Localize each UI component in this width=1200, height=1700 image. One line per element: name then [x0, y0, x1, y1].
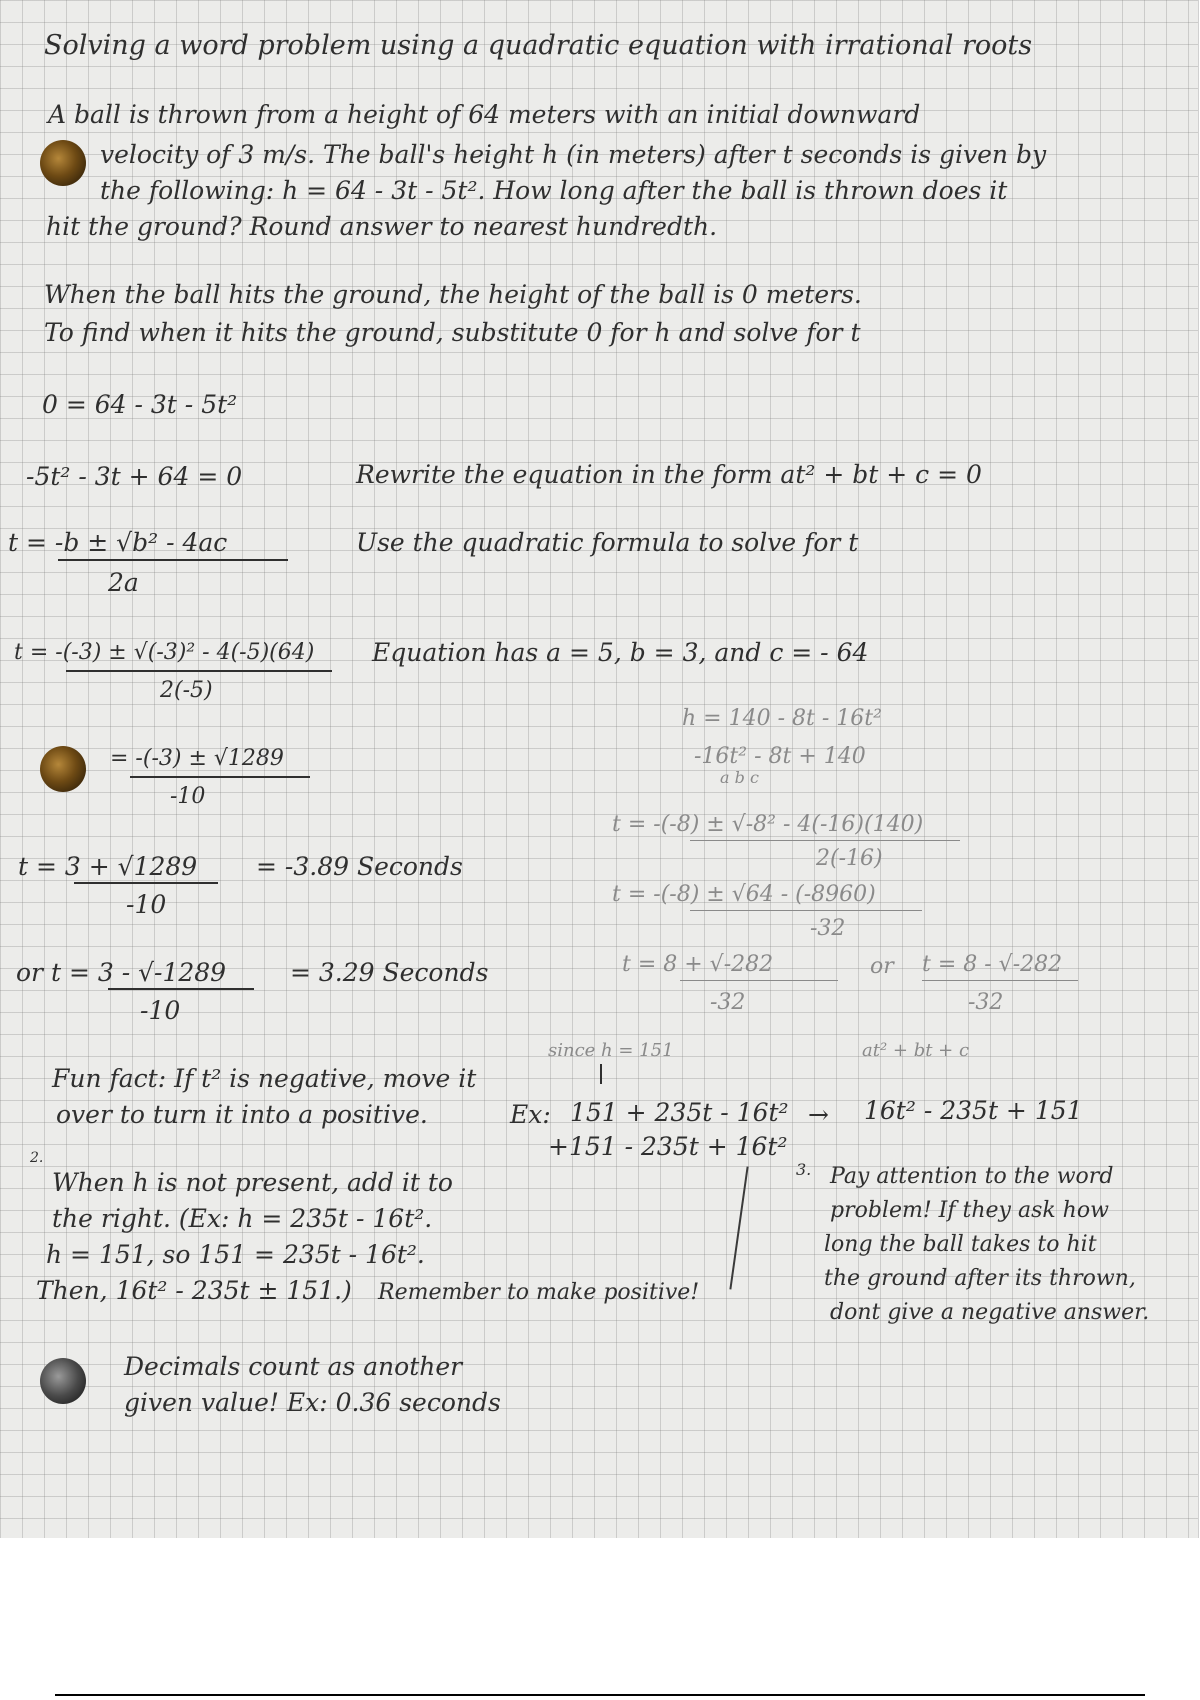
- problem-line-1: A ball is thrown from a height of 64 meters with an initial downward: [48, 100, 921, 129]
- fun-fact-form-hint: at² + bt + c: [862, 1040, 970, 1061]
- side-work-line-3: t = -(-8) ± √-8² - 4(-16)(140): [612, 812, 924, 837]
- note-two-number: 2.: [30, 1150, 44, 1166]
- root-one-numerator: t = 3 + √1289: [18, 852, 198, 881]
- side-work-bar-5a: [680, 980, 838, 981]
- root-one-denominator: -10: [126, 890, 167, 919]
- simplified-fraction-bar: [130, 776, 310, 778]
- substituted-numerator: t = -(-3) ± √(-3)² - 4(-5)(64): [14, 640, 315, 665]
- side-work-line-5b: t = 8 - √-282: [922, 952, 1063, 977]
- note-three-line-5: dont give a negative answer.: [830, 1300, 1150, 1325]
- note-rewrite: Rewrite the equation in the form at² + bt + c = 0: [356, 460, 982, 489]
- note-three-line-3: long the ball takes to hit: [824, 1232, 1097, 1257]
- side-work-bar-4: [690, 910, 922, 911]
- equation-standard: -5t² - 3t + 64 = 0: [26, 462, 243, 491]
- side-work-line-5b-denominator: -32: [968, 990, 1004, 1015]
- formula-numerator: t = -b ± √b² - 4ac: [8, 528, 228, 557]
- note-two-remember: Remember to make positive!: [378, 1280, 700, 1305]
- decimals-line-2: given value! Ex: 0.36 seconds: [124, 1388, 501, 1417]
- formula-denominator: 2a: [108, 568, 139, 597]
- note-three-line-2: problem! If they ask how: [830, 1198, 1109, 1223]
- side-work-bar-3: [690, 840, 960, 841]
- side-work-line-5a-denominator: -32: [710, 990, 746, 1015]
- root-one-fraction-bar: [74, 882, 218, 884]
- root-two-fraction-bar: [108, 988, 254, 990]
- punch-hole-bottom-icon: [40, 1358, 86, 1404]
- note-two-line-1: When h is not present, add it to: [52, 1168, 453, 1197]
- side-work-bar-5b: [922, 980, 1078, 981]
- intro-line-1: When the ball hits the ground, the height of the ball is 0 meters.: [44, 280, 862, 309]
- substituted-denominator: 2(-5): [160, 678, 213, 703]
- substituted-fraction-bar: [66, 670, 332, 672]
- problem-line-4: hit the ground? Round answer to nearest hundredth.: [46, 212, 718, 241]
- root-two-numerator: or t = 3 - √-1289: [16, 958, 227, 987]
- side-work-line-1: h = 140 - 8t - 16t²: [682, 706, 882, 731]
- side-work-line-5a: t = 8 + √-282: [622, 952, 774, 977]
- page-title: Solving a word problem using a quadratic equation with irrational roots: [44, 30, 1033, 61]
- note-three-number: 3.: [796, 1160, 812, 1179]
- note-quadratic-formula: Use the quadratic formula to solve for t: [356, 528, 859, 557]
- side-work-line-2: -16t² - 8t + 140: [694, 744, 866, 769]
- simplified-numerator: = -(-3) ± √1289: [110, 746, 284, 771]
- bottom-divider: [55, 1694, 1145, 1696]
- equation-zero: 0 = 64 - 3t - 5t²: [42, 390, 238, 419]
- problem-line-2: velocity of 3 m/s. The ball's height h (in meters) after t seconds is given by: [100, 140, 1047, 169]
- fun-fact-arrow-icon: →: [808, 1100, 829, 1129]
- fun-fact-line-2: over to turn it into a positive.: [56, 1100, 428, 1129]
- root-one-value: = -3.89 Seconds: [256, 852, 463, 881]
- note-two-line-3: h = 151, so 151 = 235t - 16t².: [46, 1240, 425, 1269]
- simplified-denominator: -10: [170, 784, 206, 809]
- fun-fact-example-result: 16t² - 235t + 151: [864, 1096, 1083, 1125]
- formula-fraction-bar: [58, 559, 288, 561]
- since-arrow-icon: [600, 1064, 602, 1084]
- note-two-line-4: Then, 16t² - 235t ± 151.): [36, 1276, 352, 1305]
- side-work-line-3-denominator: 2(-16): [816, 846, 883, 871]
- intro-line-2: To find when it hits the ground, substitute 0 for h and solve for t: [44, 318, 861, 347]
- problem-line-3: the following: h = 64 - 3t - 5t². How long after the ball is thrown does it: [100, 176, 1008, 205]
- root-two-denominator: -10: [140, 996, 181, 1025]
- fun-fact-since-note: since h = 151: [548, 1040, 674, 1061]
- fun-fact-example-under: +151 - 235t + 16t²: [548, 1132, 788, 1161]
- note-three-line-1: Pay attention to the word: [830, 1164, 1114, 1189]
- fun-fact-example-equation: 151 + 235t - 16t²: [570, 1098, 789, 1127]
- note-two-line-2: the right. (Ex: h = 235t - 16t².: [52, 1204, 433, 1233]
- side-work-line-4-denominator: -32: [810, 916, 846, 941]
- punch-hole-middle-icon: [40, 746, 86, 792]
- side-work-line-4: t = -(-8) ± √64 - (-8960): [612, 882, 876, 907]
- side-work-abc-labels: a b c: [720, 768, 759, 787]
- punch-hole-top-icon: [40, 140, 86, 186]
- note-coefficients: Equation has a = 5, b = 3, and c = - 64: [372, 638, 869, 667]
- fun-fact-line-1: Fun fact: If t² is negative, move it: [52, 1064, 477, 1093]
- fun-fact-example-label: Ex:: [510, 1100, 551, 1129]
- side-work-or: or: [870, 954, 894, 979]
- note-three-line-4: the ground after its thrown,: [824, 1266, 1136, 1291]
- root-two-value: = 3.29 Seconds: [290, 958, 489, 987]
- decimals-line-1: Decimals count as another: [124, 1352, 463, 1381]
